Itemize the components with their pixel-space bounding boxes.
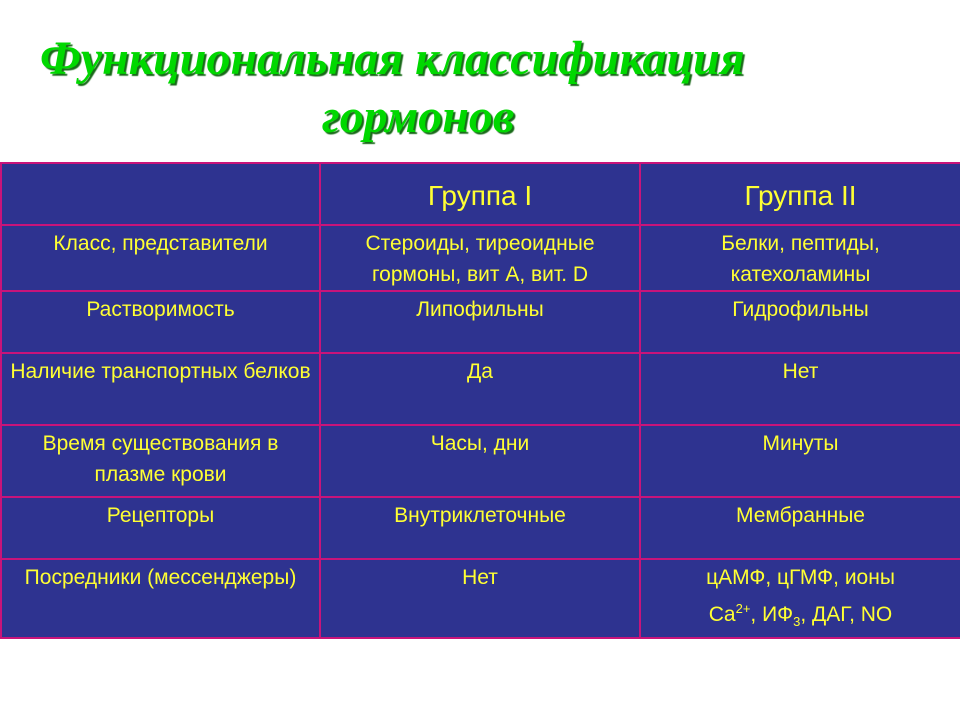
- cell-line: Белки, пептиды,: [721, 232, 880, 255]
- classification-table: [0, 162, 960, 639]
- text-part: Ca: [708, 603, 736, 626]
- cell-line: Стероиды, тиреоидные: [365, 232, 595, 255]
- table-row: [1, 497, 960, 559]
- cell-group-2: Нет: [640, 353, 960, 425]
- table-header-row: [1, 163, 960, 225]
- superscript: 2+: [735, 601, 751, 616]
- row-label: Рецепторы: [1, 497, 320, 559]
- row-label: Растворимость: [1, 291, 320, 353]
- cell-group-1: Липофильны: [320, 291, 640, 353]
- title-line-1: Функциональная классификация: [40, 32, 745, 85]
- table-row: [1, 225, 960, 291]
- table-row: [1, 291, 960, 353]
- cell-group-2: Мембранные: [640, 497, 960, 559]
- header-group-2: Группа II: [640, 163, 960, 225]
- cell-group-2: Гидрофильны: [640, 291, 960, 353]
- cell-line: цАМФ, цГМФ, ионы: [706, 566, 895, 589]
- table-row: [1, 353, 960, 425]
- cell-group-1: Внутриклеточные: [320, 497, 640, 559]
- title-line-2: гормонов: [322, 90, 515, 143]
- table-row: [1, 559, 960, 638]
- cell-group-1: Нет: [320, 559, 640, 638]
- row-label: Посредники (мессенджеры): [1, 559, 320, 638]
- cell-line: гормоны, вит А, вит. D: [371, 263, 589, 286]
- cell-group-1: Часы, дни: [320, 425, 640, 497]
- cell-line: [708, 601, 893, 630]
- cell-group-1: [320, 225, 640, 291]
- cell-group-2: Минуты: [640, 425, 960, 497]
- text-part: , ДАГ, NO: [800, 603, 893, 626]
- table-row: [1, 425, 960, 497]
- row-label: Наличие транспортных белков: [1, 353, 320, 425]
- row-label: Класс, представители: [1, 225, 320, 291]
- subscript: 3: [793, 614, 801, 630]
- cell-group-2: [640, 559, 960, 638]
- header-group-1: Группа I: [320, 163, 640, 225]
- text-part: , ИФ: [750, 603, 794, 626]
- header-empty: [1, 163, 320, 225]
- cell-group-2: [640, 225, 960, 291]
- cell-line: катехоламины: [730, 263, 871, 286]
- cell-group-1: Да: [320, 353, 640, 425]
- row-label: Время существования в плазме крови: [1, 425, 320, 497]
